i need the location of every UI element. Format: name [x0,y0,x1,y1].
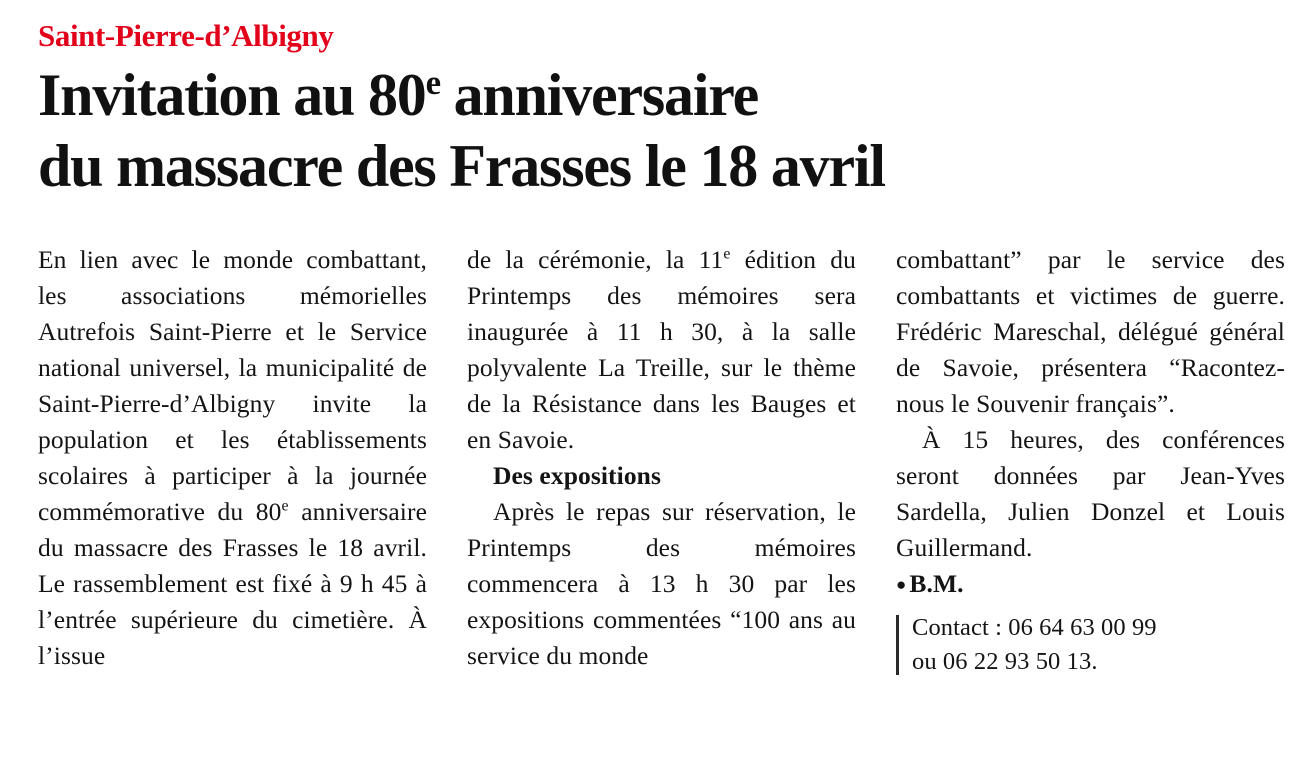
article-byline [896,566,1285,603]
ordinal-suffix: e [723,245,731,263]
paragraph [38,242,427,674]
contact-line: ou 06 22 93 50 13. [912,648,1098,675]
paragraph: combattant” par le service des combattants et victimes de guerre. Frédéric Mareschal, délégué général de Savoie, présentera “Racontez-nous le Souvenir français”. [896,245,1285,418]
page-title [38,60,1272,202]
bullet-icon: ● [896,575,907,594]
paragraph: Après le repas sur réservation, le Printemps des mémoires commencera à 13 h 30 par les expositions commentées “100 ans au service du monde [467,497,856,670]
headline-text-part-2: anniversaire [439,62,759,128]
paragraph-text-part-1: de la cérémonie, la 11 [467,245,724,274]
contact-line: Contact : 06 64 63 00 99 [912,614,1157,641]
ordinal-suffix: e [281,497,289,515]
paragraph: À 15 heures, des conférences seront données par Jean-Yves Sardella, Julien Donzel et Louis Guillermand. [896,425,1285,562]
paragraph [467,242,856,458]
article-column-1 [38,242,427,679]
headline-ordinal-suffix: e [425,63,440,102]
byline-initials: B.M. [909,569,964,598]
article-body [38,242,1285,679]
section-subheading: Des expositions [493,461,661,490]
article-kicker: Saint-Pierre-d’Albigny [38,18,334,53]
paragraph-text-part-2: édition du Printemps des mémoires sera inaugurée à 11 h 30, à la salle polyvalente La Treille, sur le thème de la Résistance dans les Bauges et en Savoie. [467,245,856,454]
headline-line-1 [38,60,1272,131]
headline-text-part-1: Invitation au 80 [38,62,426,128]
contact-block [896,611,1285,679]
article-column-2 [467,242,856,679]
headline-line-2: du massacre des Frasses le 18 avril [38,133,885,199]
paragraph-text-part-2: anniversaire du massacre des Frasses le 18 avril. Le rassemblement est fixé à 9 h 45 à l’entrée supérieure du cimetière. À l’issue [38,497,427,670]
paragraph-text-part-1: En lien avec le monde combattant, les associations mémorielles Autrefois Saint-Pierre et le Service national universel, la municipalité de Saint-Pierre-d’Albigny invite la population et les établissements scolaires à participer à la journée commémorative du 80 [38,245,427,526]
article-column-3 [896,242,1285,679]
